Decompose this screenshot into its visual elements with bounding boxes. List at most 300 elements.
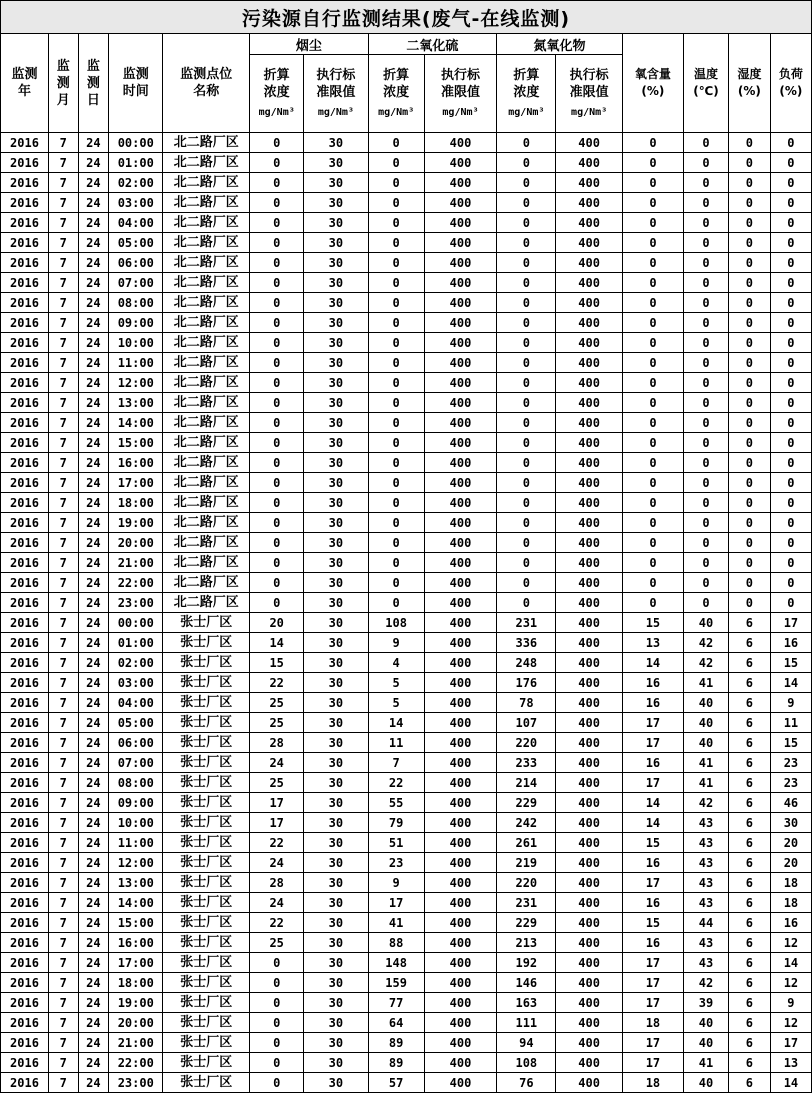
cell-oxygen: 0 [622,293,683,313]
cell-dust-limit: 30 [304,193,368,213]
cell-dust-limit: 30 [304,453,368,473]
cell-dust-conc: 0 [250,993,304,1013]
cell-oxygen: 0 [622,313,683,333]
cell-year: 2016 [1,173,49,193]
cell-year: 2016 [1,353,49,373]
cell-nox-conc: 0 [497,273,556,293]
report-title: 污染源自行监测结果(废气-在线监测) [1,1,812,34]
cell-year: 2016 [1,693,49,713]
cell-temperature: 0 [684,393,729,413]
cell-year: 2016 [1,953,49,973]
cell-so2-limit: 400 [424,833,497,853]
cell-time: 11:00 [109,833,163,853]
cell-dust-limit: 30 [304,153,368,173]
cell-day: 24 [78,313,109,333]
cell-time: 07:00 [109,753,163,773]
cell-so2-conc: 0 [368,533,424,553]
cell-time: 16:00 [109,933,163,953]
cell-dust-limit: 30 [304,393,368,413]
cell-oxygen: 0 [622,433,683,453]
table-row [1,793,812,813]
cell-so2-limit: 400 [424,813,497,833]
cell-year: 2016 [1,633,49,653]
cell-year: 2016 [1,973,49,993]
cell-so2-conc: 5 [368,673,424,693]
cell-dust-limit: 30 [304,593,368,613]
cell-load: 0 [770,593,811,613]
cell-so2-conc: 0 [368,233,424,253]
cell-day: 24 [78,193,109,213]
cell-site: 北二路厂区 [163,193,250,213]
cell-so2-conc: 23 [368,853,424,873]
cell-site: 北二路厂区 [163,273,250,293]
cell-oxygen: 14 [622,653,683,673]
cell-humidity: 0 [728,213,770,233]
cell-month: 7 [48,933,78,953]
cell-so2-limit: 400 [424,273,497,293]
cell-temperature: 42 [684,633,729,653]
cell-day: 24 [78,353,109,373]
cell-so2-limit: 400 [424,393,497,413]
table-row [1,253,812,273]
cell-load: 0 [770,333,811,353]
cell-nox-limit: 400 [556,533,622,553]
cell-dust-conc: 25 [250,693,304,713]
cell-humidity: 6 [728,733,770,753]
cell-year: 2016 [1,413,49,433]
cell-nox-conc: 111 [497,1013,556,1033]
cell-so2-conc: 0 [368,353,424,373]
cell-so2-conc: 14 [368,713,424,733]
table-row [1,1013,812,1033]
header-dust-limit: 执行标 准限值 mg/Nm³ [304,55,368,133]
cell-load: 11 [770,713,811,733]
cell-month: 7 [48,653,78,673]
cell-month: 7 [48,853,78,873]
cell-dust-conc: 0 [250,473,304,493]
cell-so2-limit: 400 [424,893,497,913]
cell-month: 7 [48,833,78,853]
cell-humidity: 0 [728,293,770,313]
cell-dust-limit: 30 [304,213,368,233]
cell-dust-conc: 0 [250,373,304,393]
cell-so2-limit: 400 [424,373,497,393]
cell-humidity: 0 [728,353,770,373]
cell-load: 9 [770,993,811,1013]
cell-humidity: 0 [728,513,770,533]
cell-so2-conc: 89 [368,1053,424,1073]
cell-temperature: 0 [684,413,729,433]
cell-day: 24 [78,493,109,513]
cell-year: 2016 [1,373,49,393]
cell-month: 7 [48,993,78,1013]
cell-day: 24 [78,153,109,173]
cell-time: 03:00 [109,193,163,213]
cell-nox-conc: 0 [497,193,556,213]
table-row [1,473,812,493]
cell-so2-conc: 0 [368,253,424,273]
table-body [1,133,812,1093]
cell-month: 7 [48,1033,78,1053]
cell-so2-limit: 400 [424,853,497,873]
cell-nox-limit: 400 [556,133,622,153]
cell-nox-conc: 229 [497,793,556,813]
cell-year: 2016 [1,433,49,453]
cell-day: 24 [78,293,109,313]
cell-so2-conc: 5 [368,693,424,713]
cell-dust-conc: 0 [250,173,304,193]
cell-oxygen: 17 [622,1033,683,1053]
cell-dust-conc: 15 [250,653,304,673]
cell-dust-limit: 30 [304,473,368,493]
cell-temperature: 0 [684,273,729,293]
cell-temperature: 40 [684,613,729,633]
cell-humidity: 6 [728,833,770,853]
cell-site: 张士厂区 [163,1033,250,1053]
cell-time: 23:00 [109,593,163,613]
cell-time: 18:00 [109,973,163,993]
cell-month: 7 [48,393,78,413]
cell-load: 0 [770,413,811,433]
cell-nox-conc: 146 [497,973,556,993]
table-row [1,553,812,573]
cell-so2-conc: 7 [368,753,424,773]
cell-month: 7 [48,553,78,573]
cell-time: 20:00 [109,1013,163,1033]
cell-nox-limit: 400 [556,1013,622,1033]
cell-day: 24 [78,633,109,653]
cell-humidity: 0 [728,493,770,513]
header-so2-limit: 执行标 准限值 mg/Nm³ [424,55,497,133]
cell-so2-limit: 400 [424,773,497,793]
cell-so2-limit: 400 [424,873,497,893]
cell-time: 13:00 [109,873,163,893]
cell-humidity: 6 [728,993,770,1013]
table-row [1,193,812,213]
cell-humidity: 6 [728,813,770,833]
cell-day: 24 [78,893,109,913]
cell-nox-limit: 400 [556,453,622,473]
cell-site: 北二路厂区 [163,373,250,393]
cell-nox-conc: 0 [497,133,556,153]
cell-load: 0 [770,253,811,273]
cell-time: 05:00 [109,713,163,733]
cell-time: 16:00 [109,453,163,473]
cell-dust-conc: 25 [250,773,304,793]
cell-month: 7 [48,973,78,993]
cell-humidity: 6 [728,1073,770,1093]
cell-time: 21:00 [109,1033,163,1053]
cell-so2-conc: 22 [368,773,424,793]
cell-so2-conc: 0 [368,213,424,233]
cell-so2-limit: 400 [424,293,497,313]
cell-nox-limit: 400 [556,373,622,393]
cell-nox-conc: 242 [497,813,556,833]
table-row [1,993,812,1013]
cell-site: 北二路厂区 [163,533,250,553]
cell-humidity: 0 [728,473,770,493]
cell-nox-conc: 78 [497,693,556,713]
cell-load: 0 [770,393,811,413]
cell-site: 张士厂区 [163,893,250,913]
cell-dust-limit: 30 [304,913,368,933]
cell-temperature: 43 [684,873,729,893]
cell-load: 16 [770,633,811,653]
cell-so2-limit: 400 [424,433,497,453]
cell-so2-limit: 400 [424,153,497,173]
cell-dust-conc: 0 [250,553,304,573]
cell-oxygen: 18 [622,1073,683,1093]
cell-day: 24 [78,573,109,593]
cell-dust-limit: 30 [304,733,368,753]
cell-dust-limit: 30 [304,253,368,273]
table-row [1,153,812,173]
cell-month: 7 [48,253,78,273]
cell-temperature: 40 [684,693,729,713]
cell-so2-limit: 400 [424,653,497,673]
cell-site: 张士厂区 [163,613,250,633]
cell-so2-conc: 77 [368,993,424,1013]
cell-month: 7 [48,233,78,253]
cell-nox-limit: 400 [556,933,622,953]
cell-site: 张士厂区 [163,693,250,713]
cell-dust-conc: 17 [250,813,304,833]
cell-nox-conc: 108 [497,1053,556,1073]
cell-humidity: 0 [728,573,770,593]
table-row [1,733,812,753]
cell-humidity: 0 [728,273,770,293]
table-row [1,233,812,253]
cell-so2-conc: 0 [368,173,424,193]
cell-site: 张士厂区 [163,853,250,873]
header-site: 监测点位 名称 [163,34,250,133]
cell-dust-conc: 0 [250,153,304,173]
cell-year: 2016 [1,153,49,173]
table-row [1,1073,812,1093]
cell-oxygen: 0 [622,573,683,593]
cell-time: 13:00 [109,393,163,413]
cell-year: 2016 [1,253,49,273]
cell-nox-limit: 400 [556,753,622,773]
cell-site: 张士厂区 [163,753,250,773]
cell-site: 北二路厂区 [163,453,250,473]
cell-dust-limit: 30 [304,873,368,893]
cell-nox-conc: 0 [497,573,556,593]
table-row [1,413,812,433]
cell-dust-conc: 0 [250,513,304,533]
cell-dust-conc: 0 [250,453,304,473]
cell-year: 2016 [1,193,49,213]
cell-so2-limit: 400 [424,633,497,653]
cell-nox-conc: 248 [497,653,556,673]
header-day: 监 测 日 [78,34,109,133]
cell-temperature: 0 [684,593,729,613]
cell-time: 00:00 [109,133,163,153]
cell-humidity: 0 [728,533,770,553]
cell-so2-limit: 400 [424,793,497,813]
cell-dust-limit: 30 [304,633,368,653]
cell-nox-conc: 0 [497,513,556,533]
table-row [1,453,812,473]
cell-dust-conc: 0 [250,273,304,293]
table-row [1,1053,812,1073]
table-row [1,573,812,593]
cell-temperature: 42 [684,653,729,673]
cell-oxygen: 15 [622,913,683,933]
cell-oxygen: 17 [622,713,683,733]
cell-oxygen: 0 [622,473,683,493]
header-humidity: 湿度 (%) [728,34,770,133]
cell-oxygen: 0 [622,413,683,433]
cell-year: 2016 [1,913,49,933]
cell-so2-conc: 4 [368,653,424,673]
cell-so2-limit: 400 [424,913,497,933]
cell-temperature: 40 [684,713,729,733]
cell-time: 07:00 [109,273,163,293]
cell-month: 7 [48,793,78,813]
cell-year: 2016 [1,553,49,573]
cell-temperature: 42 [684,973,729,993]
cell-humidity: 6 [728,873,770,893]
cell-temperature: 0 [684,233,729,253]
cell-month: 7 [48,513,78,533]
cell-oxygen: 18 [622,1013,683,1033]
cell-year: 2016 [1,473,49,493]
cell-so2-conc: 0 [368,413,424,433]
cell-temperature: 0 [684,333,729,353]
table-row [1,293,812,313]
cell-nox-conc: 0 [497,153,556,173]
cell-month: 7 [48,773,78,793]
cell-day: 24 [78,973,109,993]
cell-year: 2016 [1,993,49,1013]
cell-so2-conc: 55 [368,793,424,813]
cell-temperature: 0 [684,553,729,573]
cell-nox-conc: 220 [497,733,556,753]
cell-humidity: 0 [728,173,770,193]
cell-humidity: 6 [728,1053,770,1073]
cell-nox-conc: 176 [497,673,556,693]
cell-time: 17:00 [109,953,163,973]
cell-nox-limit: 400 [556,1033,622,1053]
table-row [1,653,812,673]
cell-year: 2016 [1,533,49,553]
cell-dust-conc: 0 [250,533,304,553]
cell-so2-limit: 400 [424,733,497,753]
cell-nox-conc: 163 [497,993,556,1013]
cell-load: 0 [770,293,811,313]
header-temperature: 温度 (℃) [684,34,729,133]
cell-site: 北二路厂区 [163,513,250,533]
cell-year: 2016 [1,753,49,773]
cell-day: 24 [78,693,109,713]
cell-time: 11:00 [109,353,163,373]
cell-nox-conc: 0 [497,333,556,353]
cell-dust-conc: 28 [250,733,304,753]
cell-dust-conc: 0 [250,213,304,233]
cell-time: 01:00 [109,633,163,653]
cell-dust-conc: 0 [250,333,304,353]
cell-so2-limit: 400 [424,573,497,593]
cell-nox-limit: 400 [556,393,622,413]
cell-so2-conc: 0 [368,513,424,533]
cell-oxygen: 16 [622,853,683,873]
cell-month: 7 [48,433,78,453]
table-row [1,593,812,613]
cell-dust-limit: 30 [304,533,368,553]
cell-dust-limit: 30 [304,433,368,453]
cell-so2-conc: 0 [368,153,424,173]
cell-oxygen: 17 [622,873,683,893]
cell-nox-limit: 400 [556,493,622,513]
cell-load: 23 [770,753,811,773]
cell-oxygen: 17 [622,773,683,793]
cell-humidity: 0 [728,393,770,413]
cell-site: 北二路厂区 [163,233,250,253]
cell-dust-limit: 30 [304,513,368,533]
cell-humidity: 6 [728,693,770,713]
cell-temperature: 0 [684,493,729,513]
cell-month: 7 [48,953,78,973]
cell-dust-conc: 0 [250,1073,304,1093]
cell-day: 24 [78,913,109,933]
cell-day: 24 [78,433,109,453]
cell-nox-limit: 400 [556,713,622,733]
table-row [1,833,812,853]
cell-time: 20:00 [109,533,163,553]
cell-month: 7 [48,733,78,753]
cell-day: 24 [78,513,109,533]
cell-year: 2016 [1,613,49,633]
cell-dust-limit: 30 [304,173,368,193]
cell-temperature: 0 [684,473,729,493]
cell-year: 2016 [1,573,49,593]
cell-site: 张士厂区 [163,1053,250,1073]
cell-load: 12 [770,1013,811,1033]
cell-time: 14:00 [109,413,163,433]
cell-so2-limit: 400 [424,993,497,1013]
cell-so2-conc: 9 [368,633,424,653]
cell-dust-conc: 0 [250,133,304,153]
cell-time: 08:00 [109,293,163,313]
cell-humidity: 0 [728,413,770,433]
table-row [1,353,812,373]
cell-oxygen: 17 [622,1053,683,1073]
cell-so2-limit: 400 [424,453,497,473]
cell-load: 16 [770,913,811,933]
cell-nox-conc: 0 [497,233,556,253]
cell-dust-limit: 30 [304,833,368,853]
cell-month: 7 [48,913,78,933]
cell-time: 14:00 [109,893,163,913]
cell-nox-limit: 400 [556,953,622,973]
cell-humidity: 6 [728,673,770,693]
cell-load: 0 [770,473,811,493]
cell-load: 0 [770,273,811,293]
cell-so2-conc: 0 [368,593,424,613]
cell-temperature: 0 [684,433,729,453]
cell-load: 17 [770,1033,811,1053]
cell-humidity: 0 [728,553,770,573]
cell-site: 北二路厂区 [163,253,250,273]
cell-site: 北二路厂区 [163,473,250,493]
cell-oxygen: 14 [622,793,683,813]
cell-load: 0 [770,573,811,593]
cell-nox-limit: 400 [556,213,622,233]
header-nox-conc: 折算 浓度 mg/Nm³ [497,55,556,133]
cell-so2-limit: 400 [424,173,497,193]
table-row [1,513,812,533]
